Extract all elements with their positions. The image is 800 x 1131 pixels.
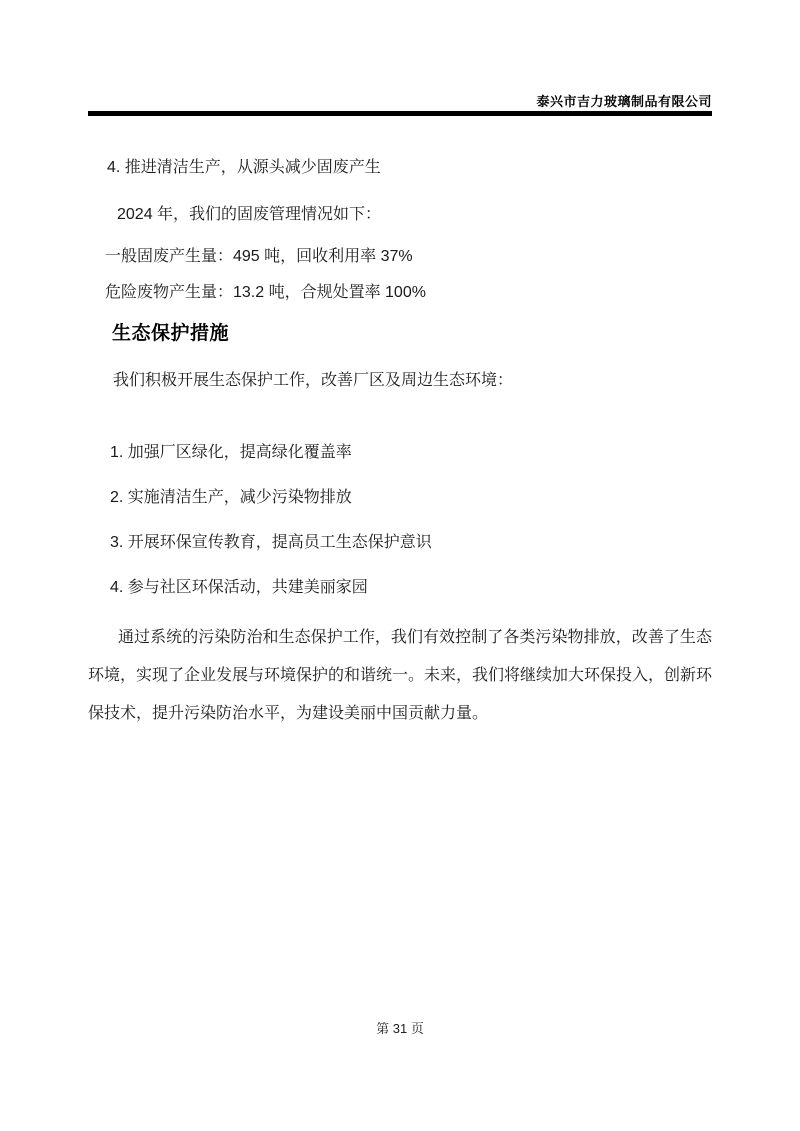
measure-item-clean-production: 2. 实施清洁生产，减少污染物排放 xyxy=(110,489,352,506)
header-divider-rule xyxy=(88,111,712,116)
footer-page-number: 第 31 页 xyxy=(376,1021,424,1036)
stat-hazardous-waste: 危险废物产生量：13.2 吨，合规处置率 100% xyxy=(105,284,426,301)
header-company-name: 泰兴市吉力玻璃制品有限公司 xyxy=(536,94,712,109)
waste-management-intro: 2024 年，我们的固废管理情况如下： xyxy=(117,206,382,223)
section-intro-text: 我们积极开展生态保护工作，改善厂区及周边生态环境： xyxy=(113,372,514,389)
section-heading-eco-protection: 生态保护措施 xyxy=(112,323,230,344)
stat-general-waste: 一般固废产生量：495 吨，回收利用率 37% xyxy=(105,248,413,265)
measure-item-greening: 1. 加强厂区绿化，提高绿化覆盖率 xyxy=(110,444,352,461)
measure-item-community: 4. 参与社区环保活动，共建美丽家园 xyxy=(110,579,368,596)
list-item-clean-production: 4. 推进清洁生产，从源头减少固废产生 xyxy=(107,159,381,176)
measure-item-education: 3. 开展环保宣传教育，提高员工生态保护意识 xyxy=(110,534,432,551)
closing-paragraph: 通过系统的污染防治和生态保护工作，我们有效控制了各类污染物排放，改善了生态环境，实现了企业发展与环境保护的和谐统一。未来，我们将继续加大环保投入，创新环保技术，提升污染防治水平，为建设美丽中国贡献力量。 xyxy=(88,629,713,722)
